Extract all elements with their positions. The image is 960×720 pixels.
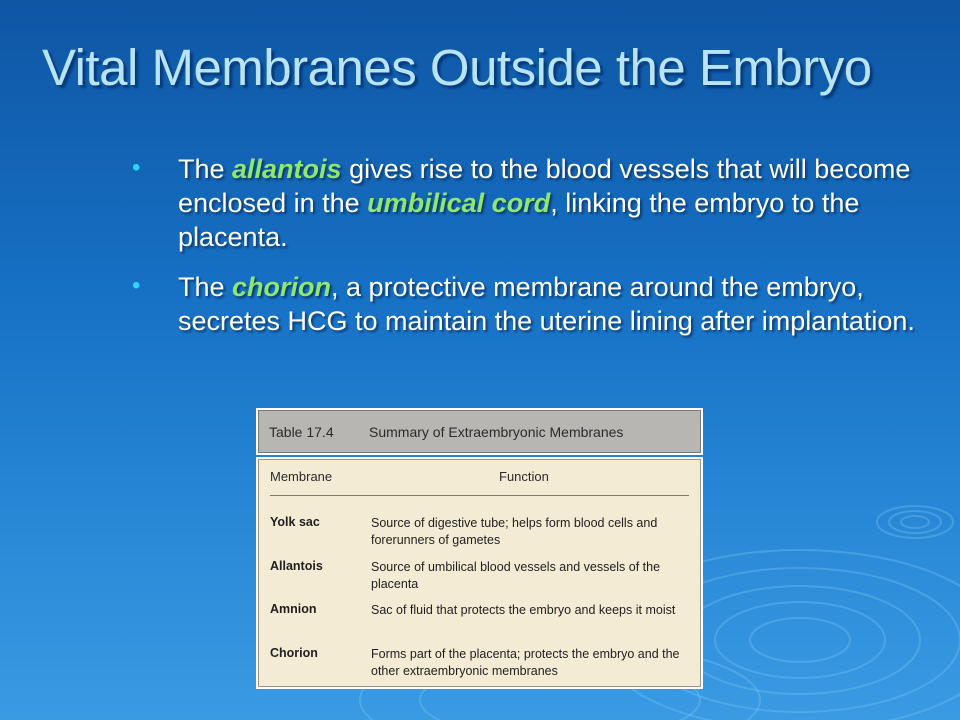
bullet-list (130, 152, 938, 354)
table-row (258, 559, 701, 603)
bullet-text: gives rise to the blood vessels that will become enclosed in the (178, 154, 911, 218)
bullet-dot-icon: • (132, 154, 141, 181)
bullet-dot-icon: • (132, 272, 141, 299)
bullet-item (130, 270, 938, 338)
table-row (258, 602, 701, 646)
membrane-function: Sac of fluid that protects the embryo and keeps it moist (371, 603, 676, 617)
membrane-function: Source of umbilical blood vessels and vessels of the placenta (371, 559, 661, 591)
slide-title: Vital Membranes Outside the Embryo (42, 39, 872, 96)
column-header-function: Function (499, 469, 549, 484)
membrane-function: Forms part of the placenta; protects the embryo and the other extraembryonic membranes (371, 646, 680, 678)
membrane-name: Yolk sac (270, 515, 320, 529)
membrane-name: Chorion (270, 645, 318, 660)
column-header-membrane: Membrane (270, 469, 333, 484)
bullet-item (130, 152, 938, 254)
bullet-text: , a protective membrane around the embryo, secretes HCG to maintain the uterine lining after implantation. (178, 272, 915, 336)
bullet-text: , linking the embryo to the placenta. (178, 188, 860, 252)
table-header-bar (256, 408, 703, 455)
membranes-table (256, 408, 703, 688)
bullet-text: The (178, 154, 233, 184)
membrane-name: Allantois (270, 558, 323, 573)
table-row (258, 515, 701, 559)
highlighted-term: allantois (232, 154, 342, 184)
table-caption: Summary of Extraembryonic Membranes (369, 424, 624, 440)
bullet-text: The (178, 272, 233, 302)
table-body (256, 457, 703, 689)
table-row (258, 646, 701, 690)
highlighted-term: umbilical cord (367, 188, 551, 218)
membrane-name: Amnion (270, 602, 317, 616)
highlighted-term: chorion (232, 272, 332, 302)
header-divider (270, 495, 689, 496)
membrane-function: Source of digestive tube; helps form blood cells and forerunners of gametes (371, 516, 658, 547)
table-rows (258, 515, 701, 689)
table-number: Table 17.4 (269, 424, 334, 440)
